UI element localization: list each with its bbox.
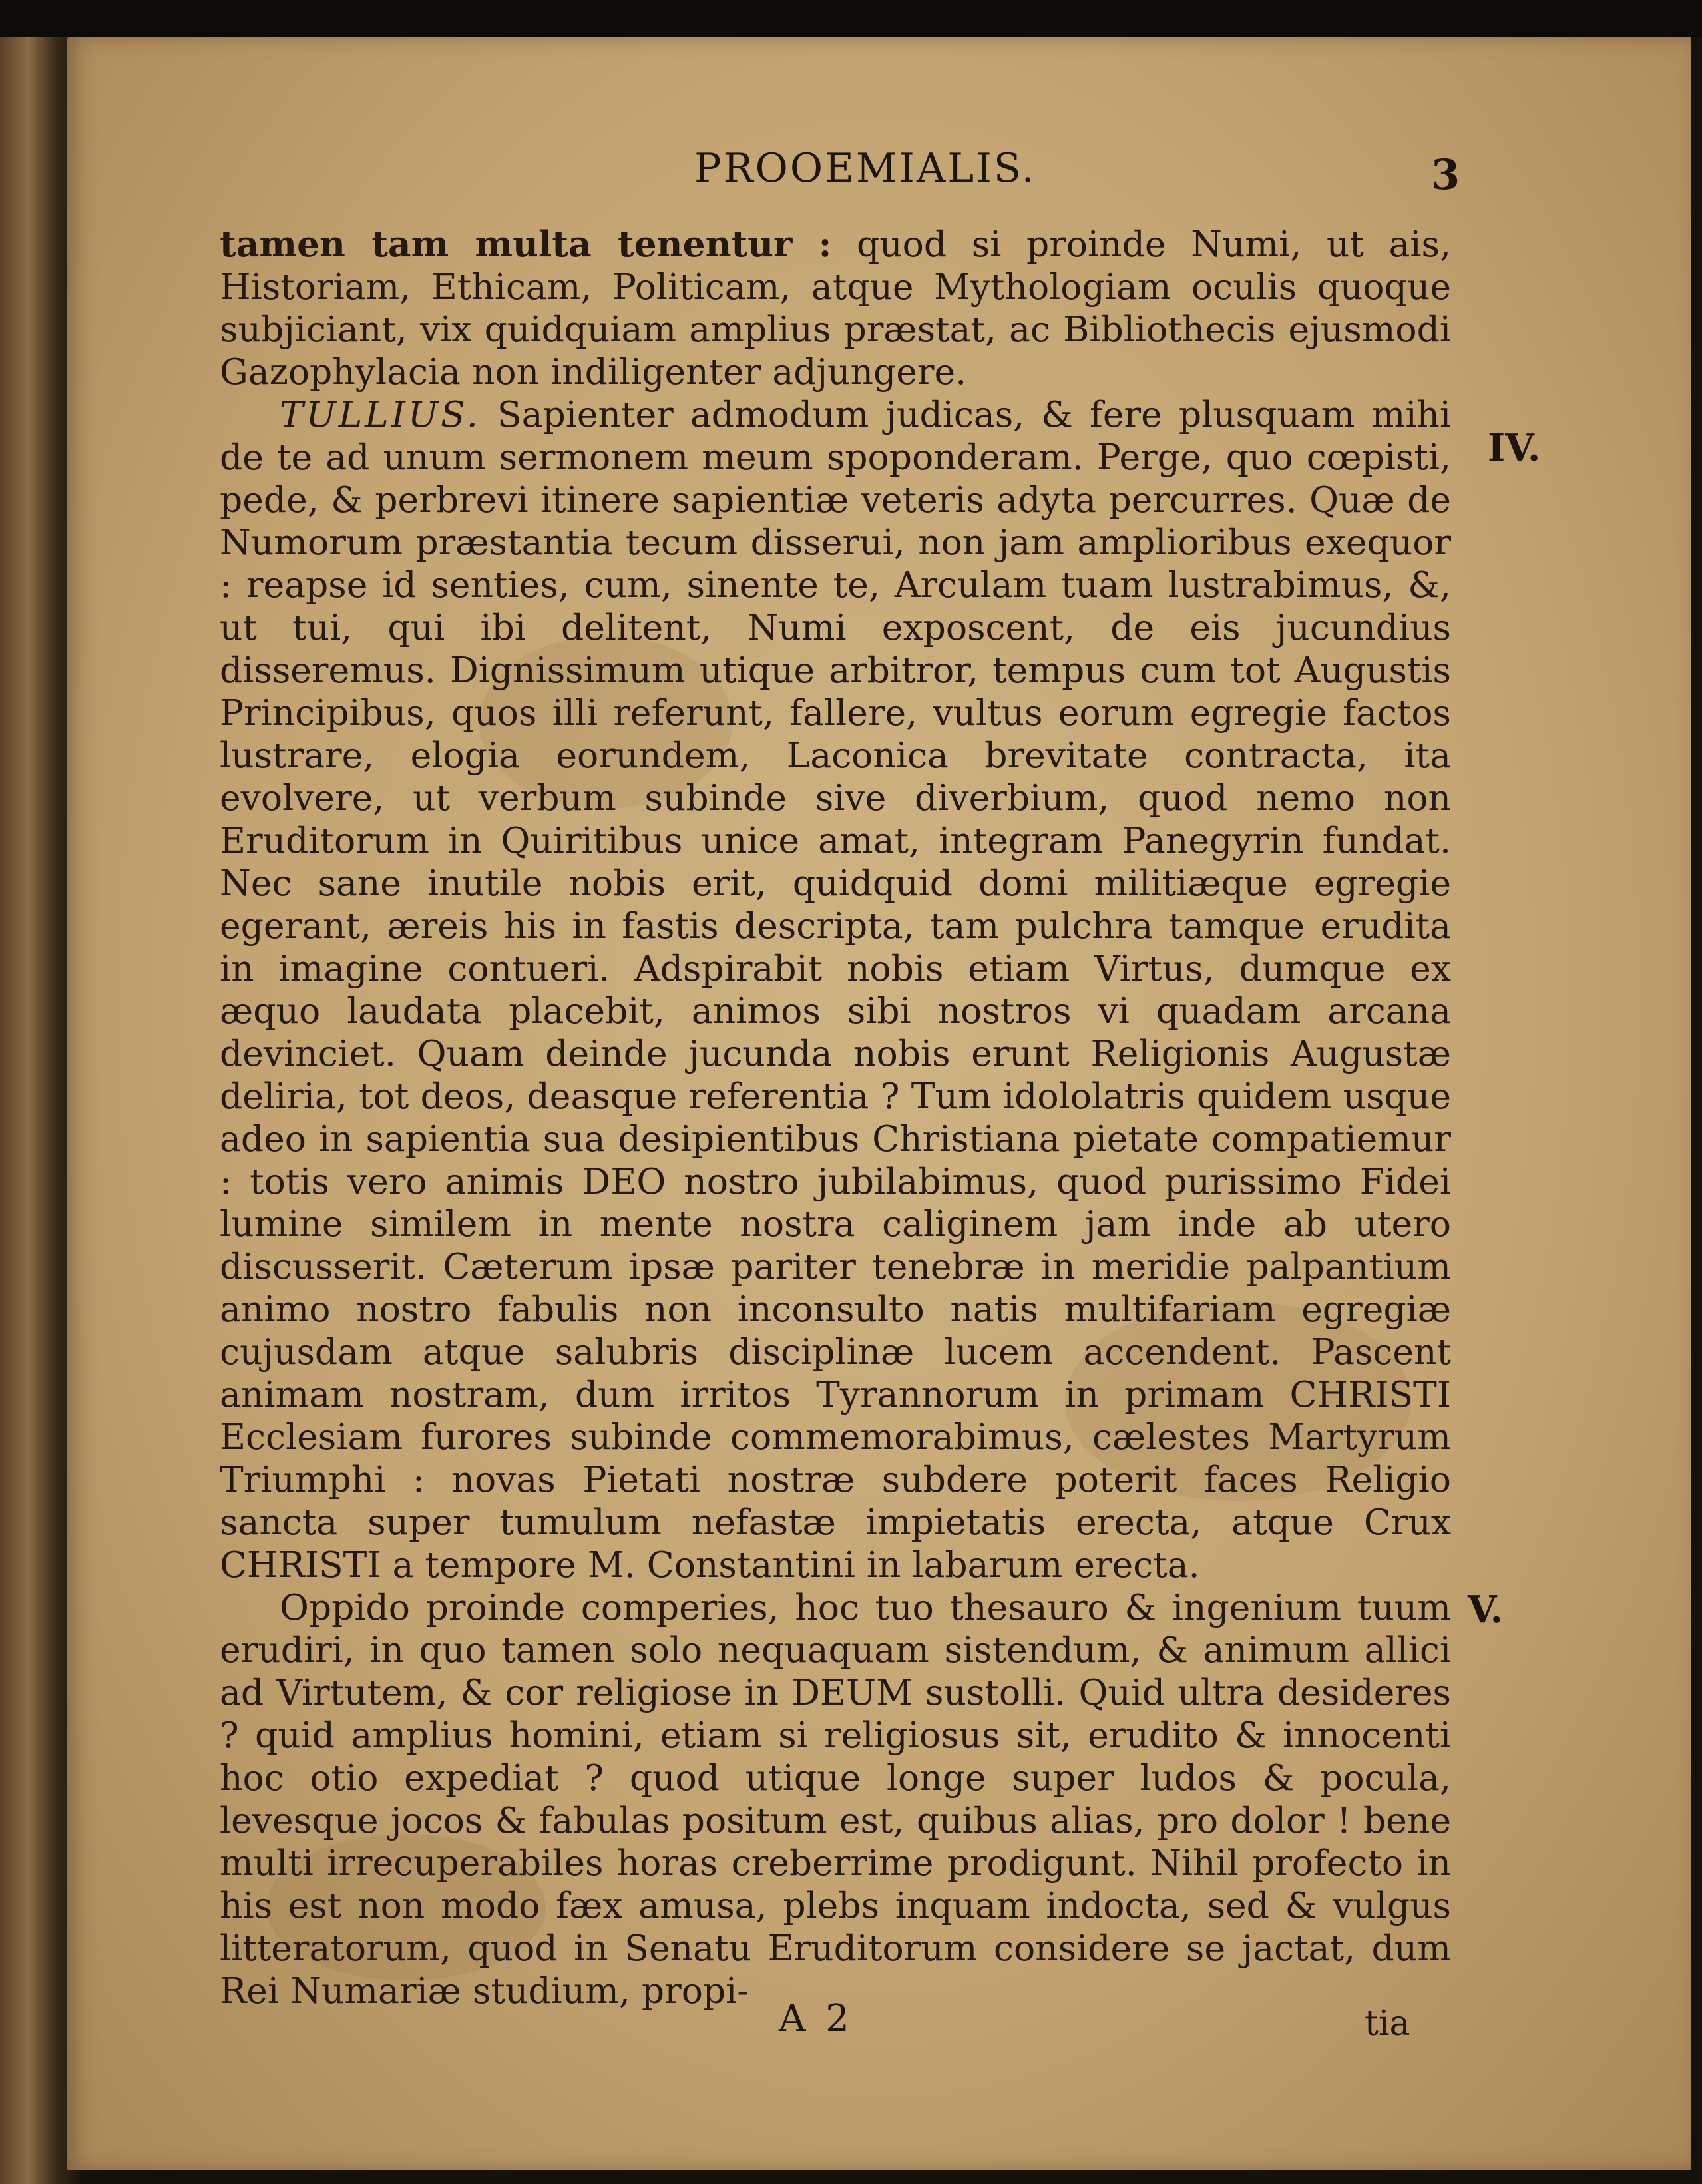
main-text bbox=[220, 223, 1452, 2012]
paragraph-tullius bbox=[220, 393, 1451, 1586]
section-marker-v: V. bbox=[1468, 1588, 1504, 1632]
page-number: 3 bbox=[1431, 150, 1460, 199]
paragraph-continuation bbox=[220, 223, 1451, 393]
paragraph-text: quod si proinde Numi, ut ais, Historiam, Ethicam, Politicam, atque Mythologiam oculis quoque subjiciant, vix quidquiam amplius præstat, ac Bibliothecis ejusmodi Gazophylacia non indiligenter adjungere. bbox=[220, 223, 1452, 393]
section-marker-iv: IV. bbox=[1488, 426, 1541, 470]
paragraph-oppido: Oppido proinde comperies, hoc tuo thesauro & ingenium tuum erudiri, in quo tamen solo nequaquam sistendum, & animum allici ad Virtutem, & cor religiose in DEUM sustolli. Quid ultra desideres ? quid amplius homini, etiam si religiosus sit, erudito & innocenti hoc otio expediat ? quod utique longe super ludos & pocula, levesque jocos & fabulas positum est, quibus alias, pro dolor ! bene multi irrecuperabiles horas creberrime prodigunt. Nihil profecto in his est non modo fæx amusa, plebs inquam indocta, sed & vulgus litteratorum, quod in Senatu Eruditorum considere se jactat, dum Rei Numariæ studium, propi- bbox=[220, 1586, 1451, 2012]
running-title: PROOEMIALIS. bbox=[694, 145, 1036, 192]
scan-background-top bbox=[0, 0, 1702, 37]
catchword: tia bbox=[1365, 2004, 1410, 2044]
paragraph-text: Sapienter admodum judicas, & fere plusquam mihi de te ad unum sermonem meum spoponderam. Perge, quo cœpisti, pede, & perbrevi itinere sapientiæ veteris adyta percurres. Quæ de Numorum præstantia tecum disserui, non jam amplioribus exequor : reapse id senties, cum, sinente te, Arculam tuam lustrabimus, &, ut tui, qui ibi delitent, Numi exposcent, de eis jucundius disseremus. Dignissimum utique arbitror, tempus cum tot Augustis Principibus, quos illi referunt, fallere, vultus eorum egregie factos lustrare, elogia eorundem, Laconica brevitate contracta, ita evolvere, ut verbum subinde sive diverbium, quod nemo non Eruditorum in Quiritibus unice amat, integram Panegyrin fundat. Nec sane inutile nobis erit, quidquid domi militiæque egregie egerant, æreis his in fastis descripta, tam pulchra tamque erudita in imagine contueri. Adspirabit nobis etiam Virtus, dumque ex æquo laudata placebit, animos sibi nostros vi quadam arcana devinciet. Quam deinde jucunda nobis erunt Religionis Augustæ deliria, tot deos, deasque referentia ? Tum idololatris quidem usque adeo in sapientia sua desipientibus Christiana pietate compatiemur : totis vero animis DEO nostro jubilabimus, quod purissimo Fidei lumine similem in mente nostra caliginem jam inde ab utero discusserit. Cæterum ipsæ pariter tenebræ in meridie palpantium animo nostro fabulis non inconsulto natis multifariam egregiæ cujusdam atque salubris disciplinæ lucem accendent. Pascent animam nostram, dum irritos Tyrannorum in primam CHRISTI Ecclesiam furores subinde commemorabimus, cælestes Martyrum Triumphi : novas Pietati nostræ subdere poterit faces Religio sancta super tumulum nefastæ impietatis erecta, atque Crux CHRISTI a tempore M. Constantini in labarum erecta. bbox=[220, 393, 1451, 1586]
paragraph-lead-words: tamen tam multa tenentur : bbox=[220, 223, 832, 265]
signature-mark: A 2 bbox=[779, 1997, 853, 2040]
speaker-name: TULLIUS. bbox=[280, 393, 481, 435]
